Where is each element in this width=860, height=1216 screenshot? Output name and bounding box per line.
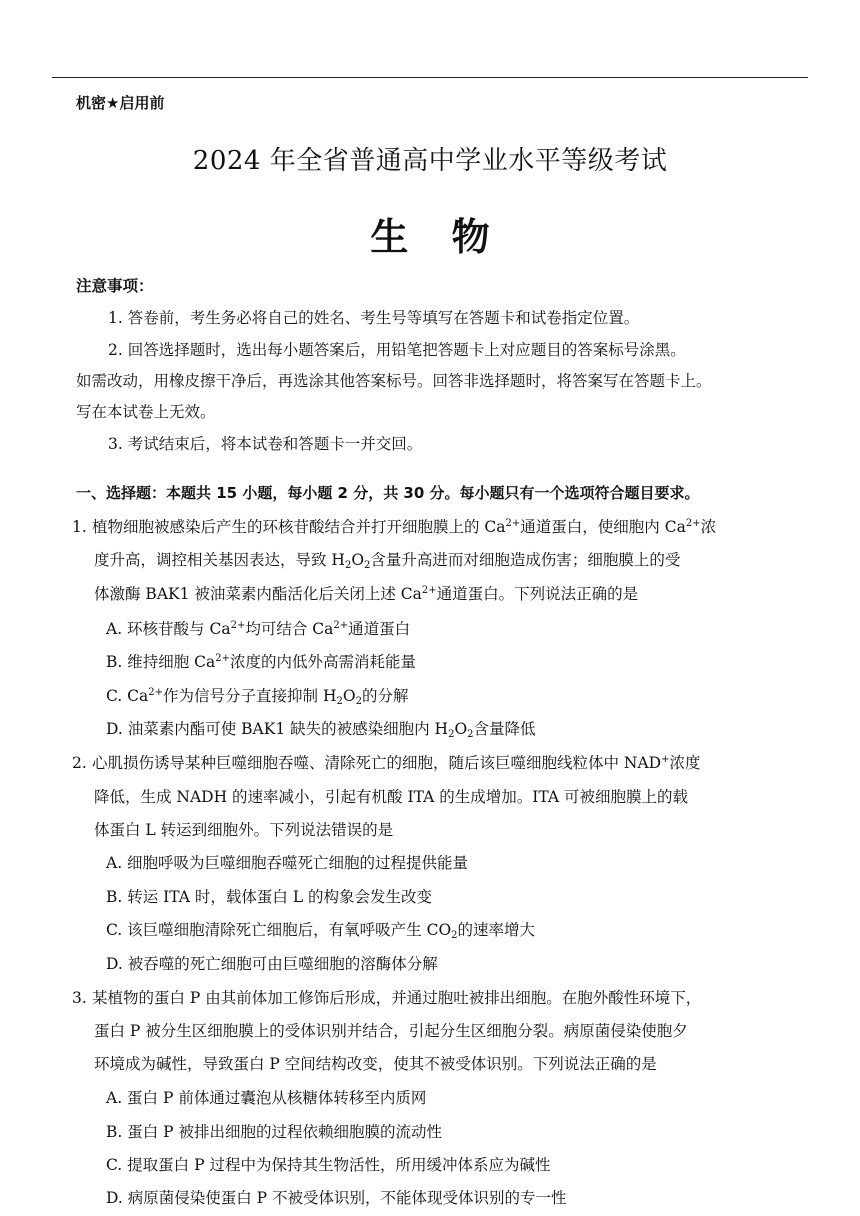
q2-stem-line-3: 体蛋白 L 转运到细胞外。下列说法错误的是 [94, 821, 394, 839]
q2-option-d: D. 被吞噬的死亡细胞可由巨噬细胞的溶酶体分解 [106, 955, 438, 973]
q1-number: 1. [72, 518, 87, 536]
confidential-label: 机密★启用前 [76, 94, 165, 112]
q1-option-c: C. $Ca^{2+}$作为信号分子直接抑制 $H_2O_2$的分解 [106, 687, 409, 707]
notice-item-2-line-2: 如需改动，用橡皮擦干净后，再选涂其他答案标号。回答非选择题时，将答案写在答题卡上。 [76, 372, 712, 390]
q3-stem-line-1: 3. 某植物的蛋白 P 由其前体加工修饰后形成，并通过胞吐被排出细胞。在胞外酸性环境下， [72, 989, 702, 1007]
q3-option-a: A. 蛋白 P 前体通过囊泡从核糖体转移至内质网 [106, 1089, 427, 1107]
notice-item-3: 3. 考试结束后，将本试卷和答题卡一并交回。 [108, 435, 423, 453]
q3-option-d: D. 病原菌侵染使蛋白 P 不被受体识别，不能体现受体识别的专一性 [106, 1189, 567, 1207]
q1-option-a: A. 环核苷酸与 $Ca^{2+}$均可结合 $Ca^{2+}$通道蛋白 [106, 620, 411, 638]
q3-option-b: B. 蛋白 P 被排出细胞的过程依赖细胞膜的流动性 [106, 1123, 443, 1141]
q2-option-c: C. 该巨噬细胞清除死亡细胞后，有氧呼吸产生 $CO_2$的速率增大 [106, 921, 536, 941]
q2-option-b: B. 转运 ITA 时，载体蛋白 L 的构象会发生改变 [106, 888, 433, 906]
q3-stem-line-2: 蛋白 P 被分生区细胞膜上的受体识别并结合，引起分生区细胞分裂。病原菌侵染使胞夕 [94, 1022, 688, 1040]
q1-option-b: B. 维持细胞 $Ca^{2+}$浓度的内低外高需消耗能量 [106, 653, 417, 671]
q2-option-a: A. 细胞呼吸为巨噬细胞吞噬死亡细胞的过程提供能量 [106, 854, 469, 872]
subject-title: 生 物 [370, 215, 490, 259]
q1-stem-line-2: 度升高，调控相关基因表达，导致 $H_2O_2$含量升高进而对细胞造成伤害；细胞膜上的受 [94, 551, 681, 571]
notice-item-2-line-1: 2. 回答选择题时，选出每小题答案后，用铅笔把答题卡上对应题目的答案标号涂黑。 [108, 341, 686, 359]
q1-stem-line-1: 1. 植物细胞被感染后产生的环核苷酸结合并打开细胞膜上的 $Ca^{2+}$通道蛋白，使细胞内 $Ca^{2+}$浓 [72, 518, 717, 536]
exam-title: 2024 年全省普通高中学业水平等级考试 [192, 146, 668, 176]
q2-stem-line-1: 2. 心肌损伤诱导某种巨噬细胞吞噬、清除死亡的细胞，随后该巨噬细胞线粒体中 NAD+浓度 [72, 754, 701, 772]
q3-stem-line-3: 环境成为碱性，导致蛋白 P 空间结构改变，使其不被受体识别。下列说法正确的是 [94, 1055, 657, 1073]
q3-number: 3. [72, 989, 87, 1007]
top-rule [52, 77, 808, 78]
q1-stem-line-3: 体激酶 BAK1 被油菜素内酯活化后关闭上述 $Ca^{2+}$通道蛋白。下列说法正确的是 [94, 585, 639, 603]
q2-stem-line-2: 降低，生成 NADH 的速率减小，引起有机酸 ITA 的生成增加。ITA 可被细胞膜上的载 [94, 788, 688, 806]
q3-option-c: C. 提取蛋白 P 过程中为保持其生物活性，所用缓冲体系应为碱性 [106, 1156, 551, 1174]
notice-heading: 注意事项： [76, 277, 154, 295]
q1-option-d: D. 油菜素内酯可使 BAK1 缺失的被感染细胞内 $H_2O_2$含量降低 [106, 720, 536, 740]
section-1-heading: 一、选择题：本题共 15 小题，每小题 2 分，共 30 分。每小题只有一个选项符合题目要求。 [76, 484, 700, 502]
notice-item-2-line-3: 写在本试卷上无效。 [76, 403, 216, 421]
q2-number: 2. [72, 754, 87, 772]
notice-item-1: 1. 答卷前，考生务必将自己的姓名、考生号等填写在答题卡和试卷指定位置。 [108, 309, 640, 327]
